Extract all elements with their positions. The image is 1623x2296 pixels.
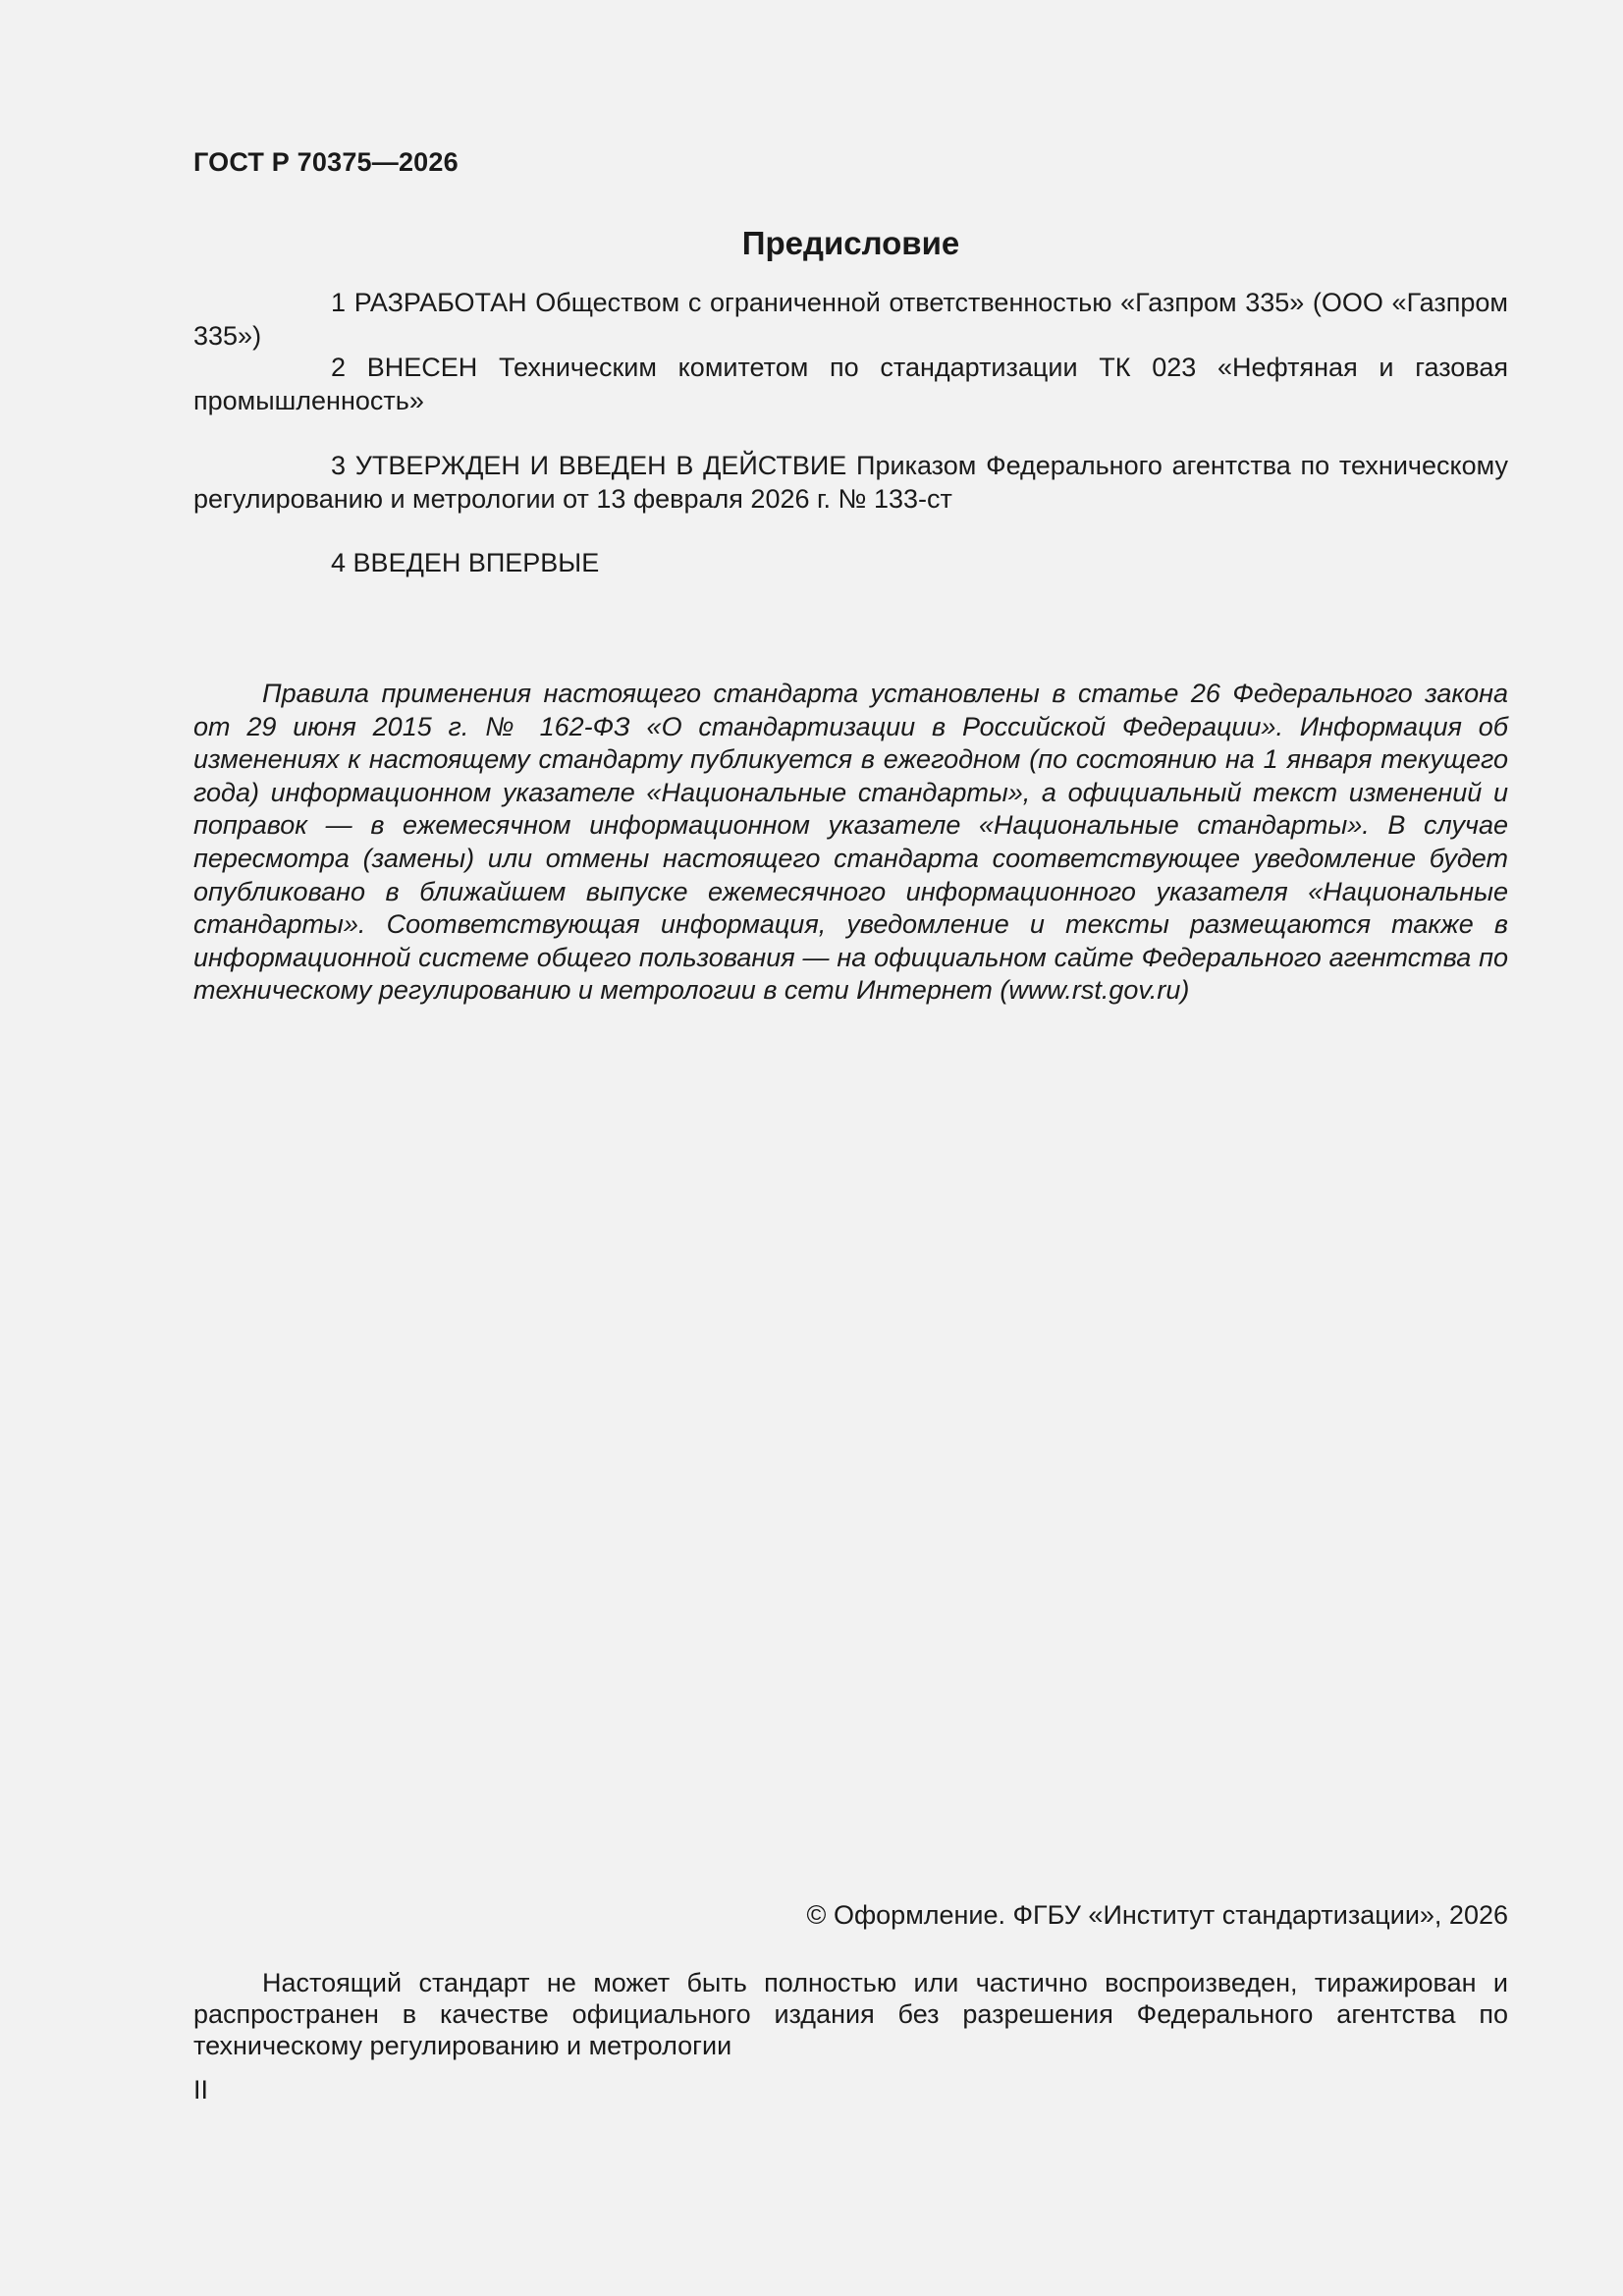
foreword-item-2 (193, 351, 1508, 417)
document-page (193, 0, 1508, 2296)
rules-paragraph: Правила применения настоящего стандарта установлены в статье 26 Федерального закона от 29 июня 2015 г. № 162-ФЗ «О стандартизации в Российской Федерации». Информация об изменениях к настоящему стандарту публикуется в ежегодном (по состоянию на 1 января текущего года) информационном указателе «Национальные стандарты», а официальный текст изменений и поправок — в ежемесячном информационном указателе «Национальные стандарты». В случае пересмотра (замены) или отмены настоящего стандарта соответствующее уведомление будет опубликовано в ближайшем выпуске ежемесячного информационного указателя «Национальные стандарты». Соответствующая информация, уведомление и тексты размещаются также в информационной системе общего пользования — на официальном сайте Федерального агентства по техническому регулированию и метрологии в сети Интернет (www.rst.gov.ru) (193, 679, 1508, 1006)
foreword-item-4 (193, 546, 1508, 579)
foreword-item-1 (193, 286, 1508, 353)
foreword-item-3 (193, 449, 1508, 516)
item-number: 2 (331, 353, 347, 382)
item-text: ВВЕДЕН ВПЕРВЫЕ (352, 548, 600, 577)
document-code: ГОСТ Р 70375—2026 (193, 147, 459, 177)
item-text: ВНЕСЕН Техническим комитетом по стандартизации ТК 023 «Нефтяная и газовая промышленность» (193, 353, 1508, 415)
item-text: УТВЕРЖДЕН И ВВЕДЕН В ДЕЙСТВИЕ Приказом Федерального агентства по техническому регулированию и метрологии от 13 февраля 2026 г. № 133-ст (193, 451, 1508, 514)
copyright-line: © Оформление. ФГБУ «Институт стандартизации», 2026 (806, 1900, 1508, 1930)
reproduction-notice: Настоящий стандарт не может быть полностью или частично воспроизведен, тиражирован и распространен в качестве официального издания без разрешения Федерального агентства по техническому регулированию и метрологии (193, 1968, 1508, 2060)
item-text: РАЗРАБОТАН Обществом с ограниченной ответственностью «Газпром 335» (ООО «Газпром 335») (193, 288, 1508, 351)
item-number: 4 (331, 548, 347, 577)
item-number: 3 (331, 451, 347, 480)
page-number: II (193, 2075, 209, 2105)
item-number: 1 (331, 288, 347, 317)
page-title: Предисловие (741, 225, 960, 261)
